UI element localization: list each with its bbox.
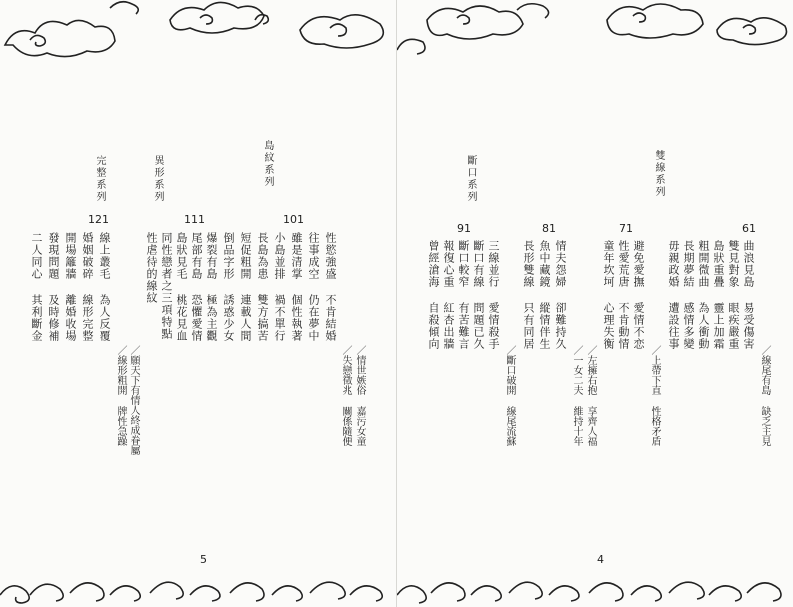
cloud-border-top-icon	[397, 0, 793, 90]
entry-column: 斷口有線 問題已久	[472, 240, 485, 350]
section-number: 61	[742, 222, 756, 235]
entry-title: ／願天下有情人終成眷屬	[128, 345, 139, 455]
entry-column: 尾部有島 恐懼愛情	[190, 232, 203, 342]
entry-column: 開場籬牆 離婚收場	[64, 232, 77, 342]
entry-column: 長期夢結 感情多變	[682, 240, 695, 350]
entry-column: 魚中藏鏡 縱情伴生	[538, 240, 551, 350]
cloud-border-bottom-icon	[0, 565, 396, 607]
entry-column: 曲浪見島 易受傷害	[742, 240, 755, 350]
entry-column: 短促粗開 連載人間	[239, 232, 252, 342]
entry-column: 性慾強盛 不肯結婚	[324, 232, 337, 342]
entry-column: 線上叢毛 為人反覆	[98, 232, 111, 342]
entry-column: 長形雙線 只有同居	[522, 240, 535, 350]
entry-column: 曾經滄海 自殺傾向	[427, 240, 440, 350]
entry-column: 長島為患 雙方搞苦	[256, 232, 269, 342]
cloud-border-top-icon	[0, 0, 396, 90]
entry-title: ／情世嫉俗 嘉污女童	[354, 345, 365, 446]
section-number: 121	[88, 213, 109, 226]
entry-column: 婚姻破碎 線形完整	[81, 232, 94, 342]
entry-column: 倒品字形 誘惑少女	[222, 232, 235, 342]
series-title: 完整系列	[94, 155, 105, 203]
section-number: 101	[283, 213, 304, 226]
entry-column: 島狀重疊 靈上加霜	[712, 240, 725, 350]
series-title: 雙線系列	[653, 150, 664, 198]
entry-title: ／上帶下直 性格矛盾	[649, 345, 660, 446]
entry-column: 爆裂有島 極為主觀	[205, 232, 218, 342]
section-number: 91	[457, 222, 471, 235]
entry-column: 童年坎坷 心理失衡	[602, 240, 615, 350]
page-number: 5	[200, 553, 207, 566]
section-number: 81	[542, 222, 556, 235]
entry-column: 報復心重 紅杏出牆	[442, 240, 455, 350]
section-number: 71	[619, 222, 633, 235]
cloud-border-bottom-icon	[397, 565, 793, 607]
section-number: 111	[184, 213, 205, 226]
series-title: 斷口系列	[465, 155, 476, 203]
page-number: 4	[597, 553, 604, 566]
entry-column: 避免愛撫 愛情不恋	[632, 240, 645, 350]
entry-title: ／一女二夫 維持十年	[571, 345, 582, 446]
entry-column: 往事成空 仍在夢中	[307, 232, 320, 342]
entry-column: 性虐待的線紋	[145, 232, 158, 304]
page-4	[397, 0, 793, 607]
entry-title: ／左擁右抱 享齊人福	[585, 345, 596, 446]
entry-column: 小島並排 禍不單行	[273, 232, 286, 342]
entry-title: ／斷口破開 線尾流蘇	[504, 345, 515, 446]
entry-title: ／線尾有島 缺乏主見	[759, 345, 770, 446]
entry-column: 粗開微曲 為人衝動	[697, 240, 710, 350]
entry-title: ／失戀徵兆 關係隨便	[340, 345, 351, 446]
entry-column: 發現問題 及時修補	[47, 232, 60, 342]
entry-column: 雖是清掌 個性執著	[290, 232, 303, 342]
entry-column: 斷口較窄 有苦難言	[457, 240, 470, 350]
entry-column: 二人同心 其利斷金	[30, 232, 43, 342]
entry-column: 情夫怨婦 卻難持久	[554, 240, 567, 350]
entry-title: ／線形粗開 牌性急躁	[115, 345, 126, 446]
entry-column: 同性戀者之三項特點	[160, 232, 173, 340]
entry-column: 毋親政婚 遭設往事	[667, 240, 680, 350]
entry-column: 雙見對象 眼疾嚴重	[727, 240, 740, 350]
entry-column: 三線並行 愛情殺手	[487, 240, 500, 350]
series-title: 異形系列	[152, 155, 163, 203]
entry-column: 島狀見毛 桃花見血	[175, 232, 188, 342]
entry-column: 性愛荒唐 不肯動情	[617, 240, 630, 350]
series-title: 島紋系列	[262, 140, 273, 188]
page-5	[0, 0, 396, 607]
